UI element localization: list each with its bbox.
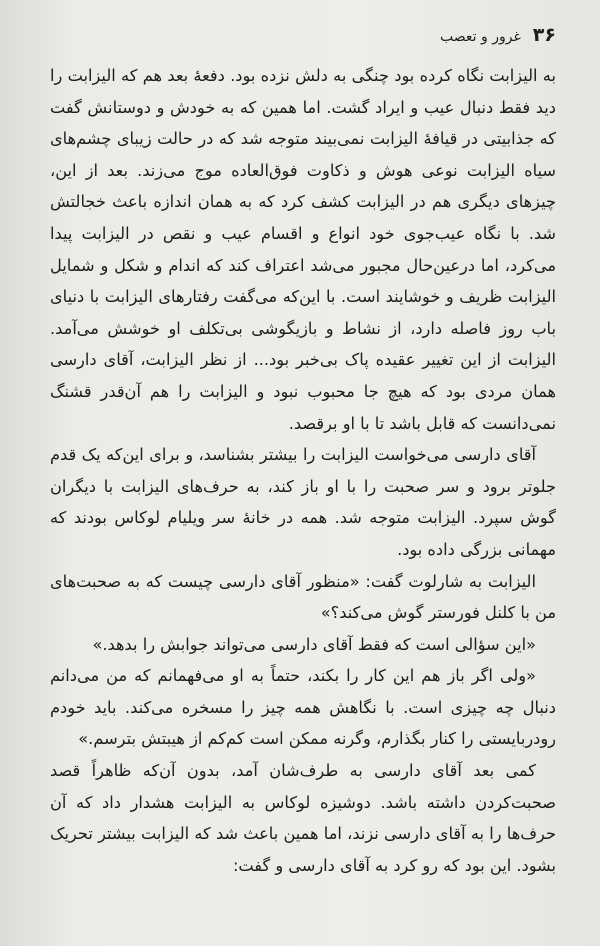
body-text bbox=[50, 60, 556, 881]
paragraph: الیزابت به شارلوت گفت: «منظور آقای دارسی چیست که به صحبت‌های من با کلنل فورستر گوش می‌کند؟» bbox=[50, 571, 556, 623]
paragraph: «این سؤالی است که فقط آقای دارسی می‌تواند جوابش را بدهد.» bbox=[92, 634, 536, 654]
running-head bbox=[50, 24, 556, 60]
paragraph: «ولی اگر باز هم این کار را بکند، حتماً به او می‌فهمانم که من می‌دانم دنبال چه چیزی است. با نگاهش همه چیز را مسخره می‌کند. باید خودم رودربایستی را کنار بگذارم، وگرنه ممکن است کم‌کم از هیبتش بترسم.» bbox=[50, 666, 556, 749]
page-number: ۳۶ bbox=[532, 24, 556, 46]
paragraph: کمی بعد آقای دارسی به طرف‌شان آمد، بدون آن‌که ظاهراً قصد صحبت‌کردن داشته باشد. دوشیزه لوکاس به الیزابت هشدار داد که آن حرف‌ها را به آقای دارسی نزند، اما همین باعث شد که الیزابت بیشتر تحریک بشود. این بود که رو کرد به آقای دارسی و گفت: bbox=[50, 761, 556, 875]
paragraph: آقای دارسی می‌خواست الیزابت را بیشتر بشناسد، و برای این‌که یک قدم جلوتر برود و سر صحبت را با او باز کند، به حرف‌های الیزابت با دیگران گوش سپرد. الیزابت متوجه شد. همه در خانهٔ سر ویلیام لوکاس بودند که مهمانی بزرگی داده بود. bbox=[50, 445, 556, 559]
book-title: غرور و تعصب bbox=[440, 29, 521, 45]
paragraph: به الیزابت نگاه کرده بود چنگی به دلش نزده بود. دفعهٔ بعد هم که الیزابت را دید فقط دنبال عیب و ایراد گشت. اما همین که به خودش و دوستانش گفت که جذابیتی در قیافهٔ الیزابت نمی‌بیند متوجه شد که در حالت زیبای چشم‌های سیاه الیزابت نوعی هوش و ذکاوت فوق‌العاده موج می‌زند. بعد از این، چیزهای دیگری هم در الیزابت کشف کرد که به همان اندازه باعث خجالتش شد. با نگاه عیب‌جوی خود انواع و اقسام عیب و نقص در الیزابت پیدا می‌کرد، اما درعین‌حال مجبور می‌شد اعتراف کند که اندام و شکل و شمایل الیزابت ظریف و خوشایند است. با این‌که می‌گفت رفتارهای الیزابت با دنیای باب روز فاصله دارد، از نشاط و بازیگوشی بی‌تکلف او خوشش می‌آمد. الیزابت از این تغییر عقیده پاک بی‌خبر بود... از نظر الیزابت، آقای دارسی همان مردی بود که هیچ جا محبوب نبود و الیزابت را هم آن‌قدر قشنگ نمی‌دانست که قابل باشد تا با او برقصد. bbox=[50, 66, 556, 433]
